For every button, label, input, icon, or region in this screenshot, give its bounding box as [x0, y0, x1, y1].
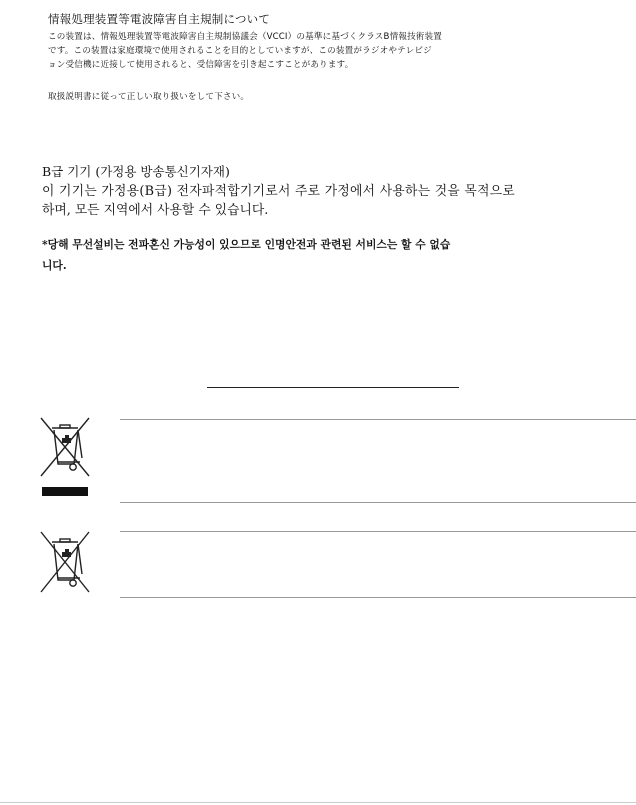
crossed-out-wheelie-bin-icon — [38, 416, 92, 482]
korea-line-1: 이 기기는 가정용(B급) 전자파적합기기로서 주로 가정에서 사용하는 것을 목적으로 — [42, 184, 516, 199]
vcci-title: 情報処理装置等電波障害自主規制について — [48, 12, 271, 26]
vcci-line-1: この装置は、情報処理装置等電波障害自主規制協議会（VCCI）の基準に基づくクラスB情報技術装置 — [48, 32, 443, 42]
weee_1 — [38, 416, 92, 482]
section-divider — [207, 387, 459, 388]
korea-class-b-title: B급 기기 (가정용 방송통신기자재) — [42, 164, 230, 179]
korea-notice-line-1: *당해 무선설비는 전파혼신 가능성이 있으므로 인명안전과 관련된 서비스는 할 수 없습 — [42, 238, 451, 251]
weee_2 — [38, 528, 92, 594]
vcci-line-3: ョン受信機に近接して使用されると、受信障害を引き起こすことがあります。 — [48, 60, 354, 70]
page-footer-rule — [0, 802, 636, 803]
weee-black-bar — [42, 487, 88, 496]
weee-block-1-top-rule — [120, 419, 636, 420]
weee-block-2-top-rule — [120, 531, 636, 532]
weee-block-1-bottom-rule — [120, 502, 636, 503]
weee-block-2-bottom-rule — [120, 597, 636, 598]
korea-notice-line-2: 니다. — [42, 259, 67, 272]
vcci-instruction: 取扱説明書に従って正しい取り扱いをして下さい。 — [48, 92, 250, 102]
crossed-out-wheelie-bin-icon — [38, 528, 92, 594]
korea-line-2: 하며, 모든 지역에서 사용할 수 있습니다. — [42, 203, 269, 218]
vcci-line-2: です。この装置は家庭環境で使用されることを目的としていますが、この装置がラジオやテレビジ — [48, 46, 432, 56]
